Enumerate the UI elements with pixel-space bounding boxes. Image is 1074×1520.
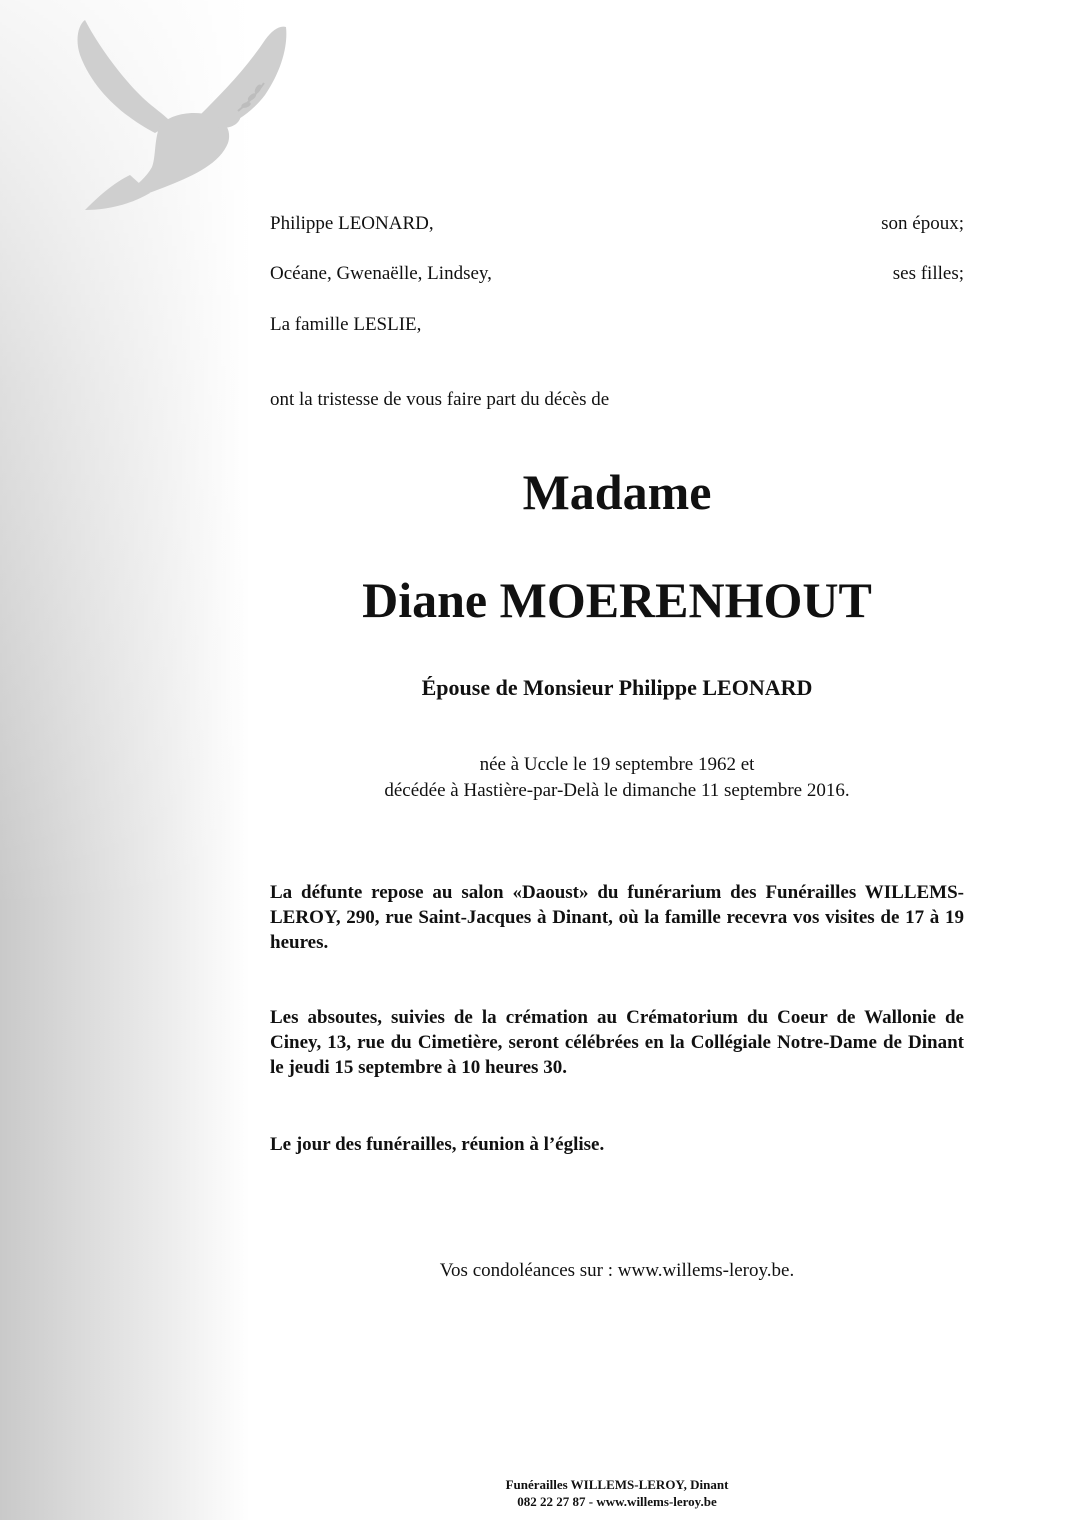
footer [270, 1476, 964, 1510]
footer-company: Funérailles WILLEMS-LEROY, Dinant [505, 1477, 729, 1492]
family-member-name: La famille LESLIE, [270, 314, 422, 335]
footer-contact: 082 22 27 87 - www.willems-leroy.be [517, 1494, 717, 1509]
death-line: décédée à Hastière-par-Delà le dimanche 11 septembre 2016. [384, 780, 850, 801]
condolences-line: Vos condoléances sur : www.willems-leroy.be. [439, 1260, 795, 1281]
family-member-name: Océane, Gwenaëlle, Lindsey, [270, 263, 492, 284]
deceased-title: Madame [522, 464, 712, 520]
family-member-relation: ses filles; [892, 263, 964, 284]
life-dates [270, 752, 964, 804]
spouse-line: Épouse de Monsieur Philippe LEONARD [421, 675, 813, 700]
family-member-name: Philippe LEONARD, [270, 213, 434, 234]
ceremony-paragraph: Les absoutes, suivies de la crémation au Crématorium du Coeur de Wallonie de Ciney, 13, rue du Cimetière, seront célébrées en la Collégiale Notre-Dame de Dinant le jeudi 15 septembre à 10 heures 30. [270, 1007, 964, 1078]
decorative-gradient-band [0, 0, 250, 1520]
meeting-paragraph: Le jour des funérailles, réunion à l’église. [270, 1134, 605, 1155]
announcement-text: ont la tristesse de vous faire part du décès de [270, 389, 610, 410]
deceased-name: Diane MOERENHOUT [362, 572, 872, 628]
visitation-paragraph: La défunte repose au salon «Daoust» du funérarium des Funérailles WILLEMS-LEROY, 290, rue Saint-Jacques à Dinant, où la famille recevra vos visites de 17 à 19 heures. [270, 882, 964, 953]
dove-icon [60, 15, 320, 215]
birth-line: née à Uccle le 19 septembre 1962 et [479, 754, 755, 775]
family-member-relation: son époux; [881, 213, 964, 234]
